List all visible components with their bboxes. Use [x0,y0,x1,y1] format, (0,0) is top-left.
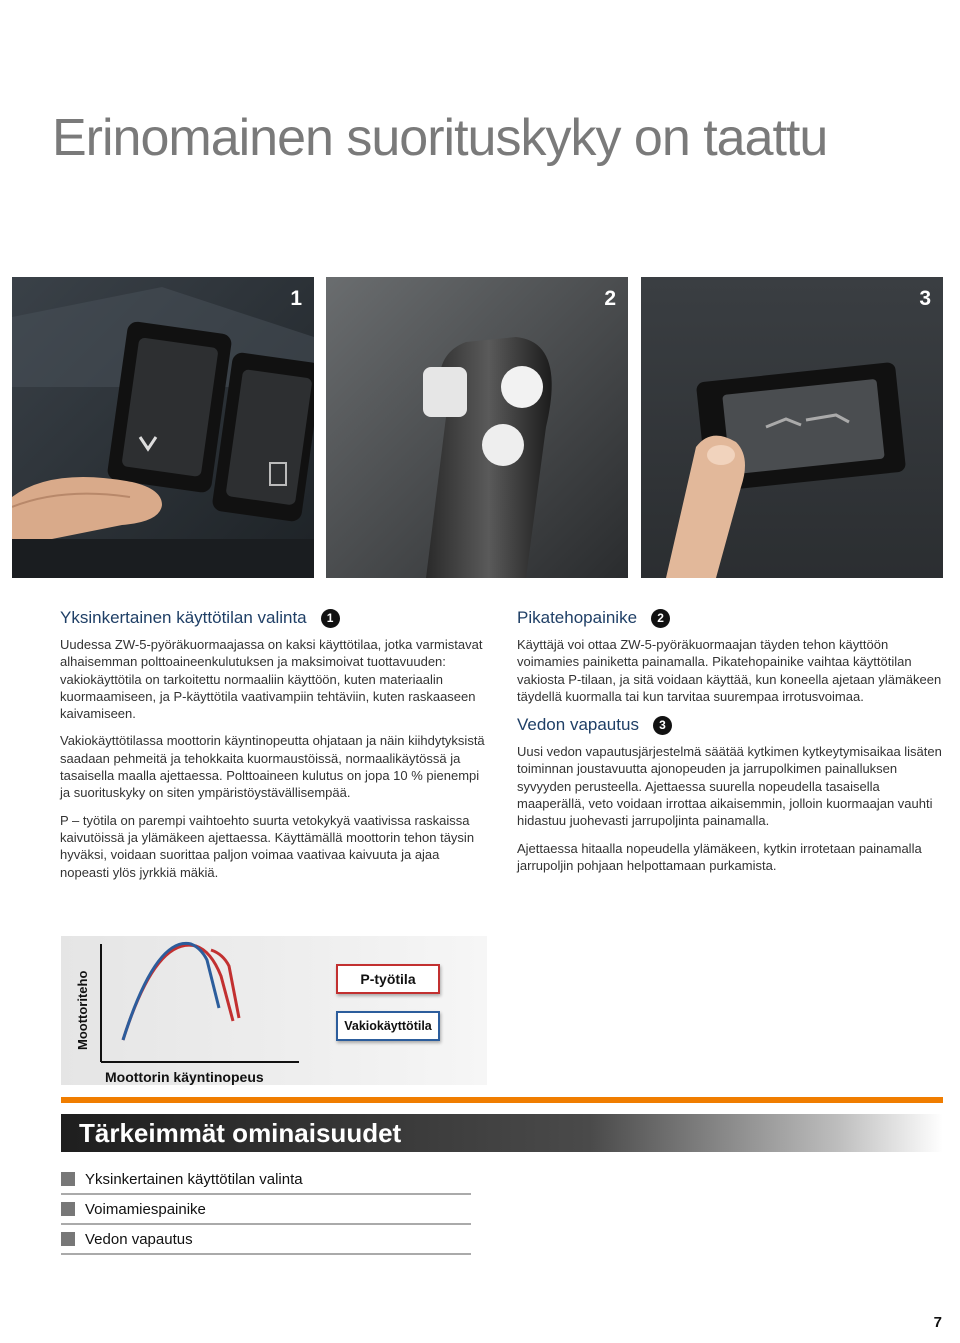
heading-text: Pikatehopainike [517,608,638,627]
paragraph: P – työtila on parempi vaihtoehto suurta vetokykyä vaativissa raskaissa kaivutöissä ja ylämäkeen ajettaessa. Käyttämällä moottorin tehon täysin hyväksi, voidaan suorittaa paljon voimaa vaativaa kaivuuta ja ajaa nopeasti ylös jyrkkiä mäkiä. [60,812,475,880]
list-item [61,1165,471,1195]
features-banner [61,1114,943,1152]
photo-joystick [326,277,628,578]
legend-standard-mode: Vakiokäyttötila [336,1011,440,1041]
heading-text: Yksinkertainen käyttötilan valinta [60,608,307,627]
y-axis-label: Moottoriteho [75,970,90,1050]
paragraph: Uudessa ZW-5-pyöräkuormaajassa on kaksi käyttötilaa, jotka varmistavat alhaisemman polttoaineenkulutuksen ja maksimoivat tuottavuuden: vakiokäyttötila on tarkoitettu normaaliin käyttöön, kuten materiaalin kuormaamiseen, ja P-käyttötila vaativampiin tehtäviin, kuten raskaaseen kaivamiseen. [60,637,483,722]
paragraph: Käyttäjä voi ottaa ZW-5-pyöräkuormaajan täyden tehon käyttöön voimamies painiketta painamalla. Pikatehopainike vaihtaa käyttötilan vakiosta P-tilaan, ja sitä voidaan käyttää, kun koneella ajetaan ylämäkeen täydellä kuormalla tai kun tarvitaa suurempaa irrotusvoimaa. [517,637,942,704]
list-item-label: Voimamiespainike [85,1200,206,1218]
x-axis-label: Moottorin käyntinopeus [105,1069,264,1085]
paragraph: Vakiokäyttötilassa moottorin käyntinopeutta ohjataan ja näin kiihdytyksistä saadaan pehmeitä ja tehokkaita kuormaustöissä, normaalikäytössä ja tasaisella maalla ajettaessa. Polttoaineen kulutus on jopa 10 % pienempi ja suorituskyky on siten ympäristöystävällisempää. [60,733,485,801]
list-item-label: Vedon vapautus [85,1230,193,1248]
page-title: Erinomainen suorituskyky on taattu [52,109,828,167]
bullet-square-icon [61,1202,75,1216]
section-heading-power-button [517,608,949,628]
list-item [61,1225,471,1255]
bullet-square-icon [61,1232,75,1246]
right-column [517,608,949,884]
features-list [61,1165,471,1255]
photo-number: 2 [604,287,616,310]
bullet-square-icon [61,1172,75,1186]
marker-badge: 2 [651,609,670,628]
legend-p-mode: P-työtila [336,964,440,994]
marker-badge: 3 [653,716,672,735]
list-item [61,1195,471,1225]
p-mode-curve-extension [211,950,239,1018]
heading-text: Vedon vapautus [517,715,639,735]
standard-mode-curve [123,943,219,1040]
section-heading-mode-selection [60,608,492,628]
photo-power-button [641,277,943,578]
page-number: 7 [933,1314,942,1331]
paragraph: Uusi vedon vapautusjärjestelmä säätää kytkimen kytkeytymisaikaa lisäten toiminnan joustavuutta ajonopeuden ja jarrupolkimen painalluksen syvyyden perusteella. Ajettaessa suurella nopeudella tasaisella maaperällä, veto voidaan irrottaa aikaisemmin, jolloin kuormaajan vauhti hidastuu juohevasti jarrupoljinta painamalla. [517,744,942,829]
photo-number: 3 [919,287,931,310]
features-title: Tärkeimmät ominaisuudet [79,1118,402,1148]
list-item-label: Yksinkertainen käyttötilan valinta [85,1170,303,1188]
paragraph: Ajettaessa hitaalla nopeudella ylämäkeen, kytkin irrotetaan painamalla jarrupoljin pohjaan helpottamaan purkamista. [517,840,922,873]
power-curve-diagram [61,936,487,1085]
left-column [60,608,492,891]
photo-mode-switches [12,277,314,578]
section-heading-traction-release [517,715,949,735]
orange-divider [61,1097,943,1103]
photo-number: 1 [290,287,302,310]
marker-badge: 1 [321,609,340,628]
